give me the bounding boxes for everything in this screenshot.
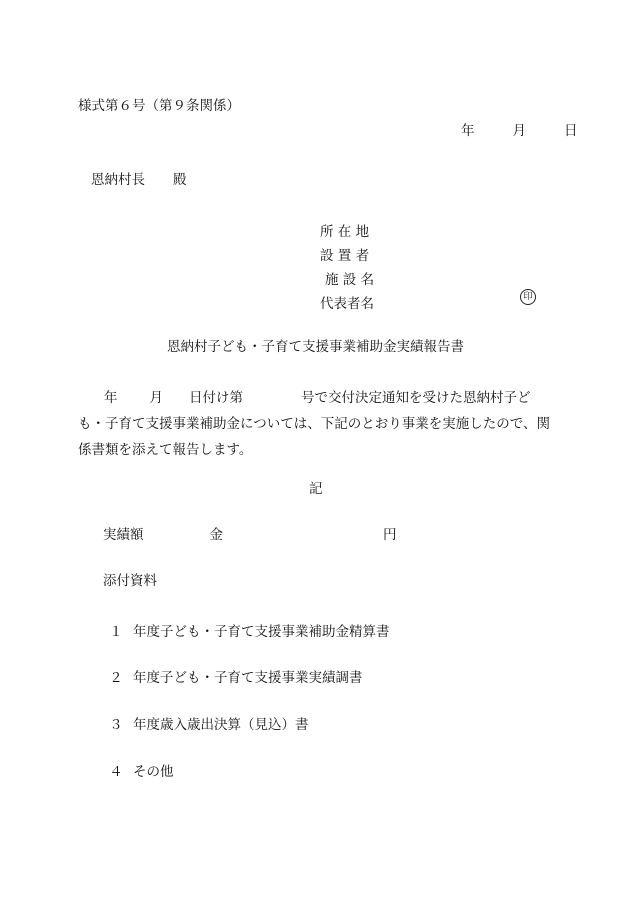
attachment-item xyxy=(103,766,174,780)
attachments-title: 添付資料 xyxy=(103,573,157,589)
form-number: 様式第６号（第９条関係） xyxy=(78,98,240,114)
date-year-label: 年 xyxy=(461,123,475,139)
attachment-item xyxy=(103,626,390,640)
applicant-representative-row xyxy=(320,293,374,317)
body-day-no: 日付け第 xyxy=(189,390,243,406)
applicant-address-label: 所 在 地 xyxy=(320,224,370,241)
body-paragraph xyxy=(78,385,552,463)
applicant-founder-label: 設 置 者 xyxy=(320,248,370,265)
applicant-address-row xyxy=(320,221,374,245)
attachment-number: １ xyxy=(109,624,123,640)
applicant-facility-label: 施 設 名 xyxy=(325,272,375,289)
attachment-text: その他 xyxy=(133,764,174,780)
attachment-item xyxy=(103,672,363,686)
amount-line xyxy=(103,529,397,543)
addressee-honorific: 殿 xyxy=(173,172,187,188)
amount-yen: 円 xyxy=(383,527,397,543)
attachment-number: ２ xyxy=(109,670,123,686)
date-month-label: 月 xyxy=(512,123,526,139)
addressee-name: 恩納村長 xyxy=(91,172,145,188)
attachment-number: ３ xyxy=(109,717,123,733)
attachment-number: ４ xyxy=(109,764,123,780)
body-year: 年 xyxy=(104,390,118,406)
amount-label: 実績額 xyxy=(103,527,144,543)
report-title: 恩納村子ども・子育て支援事業補助金実績報告書 xyxy=(167,339,464,355)
seal-mark: 印 xyxy=(520,289,536,305)
applicant-block xyxy=(320,221,374,317)
attachment-item xyxy=(103,719,309,733)
addressee xyxy=(91,174,187,188)
amount-kin: 金 xyxy=(209,527,223,543)
body-month: 月 xyxy=(149,390,163,406)
date-day-label: 日 xyxy=(564,123,578,139)
attachment-text: 年度子ども・子育て支援事業補助金精算書 xyxy=(133,624,390,640)
applicant-representative-label: 代表者名 xyxy=(320,296,374,313)
applicant-founder-row xyxy=(320,245,374,269)
attachment-text: 年度歳入歳出決算（見込）書 xyxy=(133,717,309,733)
attachment-text: 年度子ども・子育て支援事業実績調書 xyxy=(133,670,363,686)
ki-heading: 記 xyxy=(309,481,323,497)
body-rest: 号で交付決定通知を受けた恩納村子ども・子育て支援事業補助金については、下記のとおり事業を実施したので、関係書類を添えて報告します。 xyxy=(78,390,550,458)
date-line xyxy=(461,125,578,139)
applicant-facility-row xyxy=(320,269,374,293)
